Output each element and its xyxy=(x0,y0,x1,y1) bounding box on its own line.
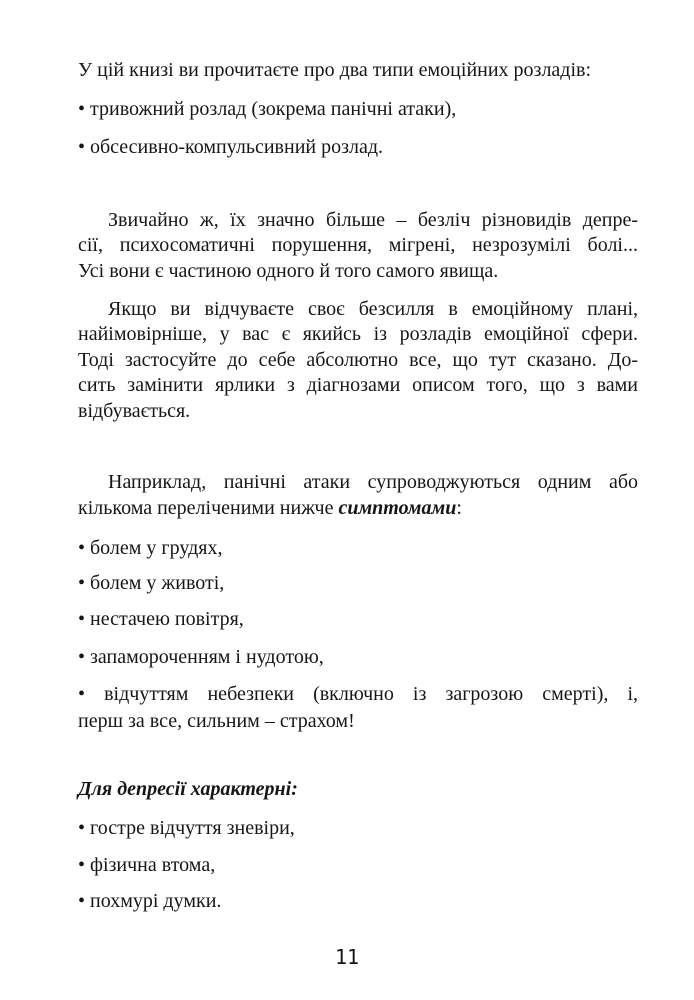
list-item: • болем у животі, xyxy=(78,572,225,594)
paragraph-line: Усі вони є частиною одного й того самого явища. xyxy=(78,260,499,282)
page-number: 11 xyxy=(334,945,360,969)
paragraph-line: відбувається. xyxy=(78,400,191,422)
list-item: • фізична втома, xyxy=(78,854,216,876)
list-item: • тривожний розлад (зокрема панічні атаки), xyxy=(78,98,457,120)
paragraph-text: : xyxy=(456,497,462,519)
list-item: • обсесивно-компульсивний розлад. xyxy=(78,136,384,158)
list-item: • болем у грудях, xyxy=(78,537,223,559)
paragraph-line: Тоді застосуйте до себе абсолютно все, що тут сказано. До- xyxy=(78,349,638,371)
list-item: • гостре відчуття зневіри, xyxy=(78,817,295,839)
paragraph-text: кількома переліченими нижче xyxy=(78,497,339,519)
paragraph-line: Наприклад, панічні атаки супроводжуються одним або xyxy=(108,471,638,493)
list-item: • нестачею повітря, xyxy=(78,608,244,630)
list-item: • похмурі думки. xyxy=(78,890,222,912)
section-heading: Для депресії характерні: xyxy=(78,778,298,800)
list-item: • відчуттям небезпеки (включно із загрозою смерті), і, xyxy=(78,683,638,705)
emphasis-text: симптомами xyxy=(338,497,457,519)
paragraph-line: сії, психосоматичні порушення, мігрені, незрозумілі болі... xyxy=(78,234,638,256)
paragraph-line xyxy=(78,496,638,520)
paragraph-line: сить замінити ярлики з діагнозами описом того, що з вами xyxy=(78,374,638,396)
paragraph-line: Звичайно ж, їх значно більше – безліч різновидів депре- xyxy=(108,209,638,231)
paragraph-line: Якщо ви відчуваєте своє безсилля в емоційному плані, xyxy=(108,298,638,320)
paragraph-line: найімовірніше, у вас є якийсь із розладів емоційної сфери. xyxy=(78,323,638,345)
list-item: • запамороченням і нудотою, xyxy=(78,646,324,668)
intro-text: У цій книзі ви прочитаєте про два типи емоційних розладів: xyxy=(78,59,592,81)
list-item-continuation: перш за все, сильним – страхом! xyxy=(78,710,355,732)
